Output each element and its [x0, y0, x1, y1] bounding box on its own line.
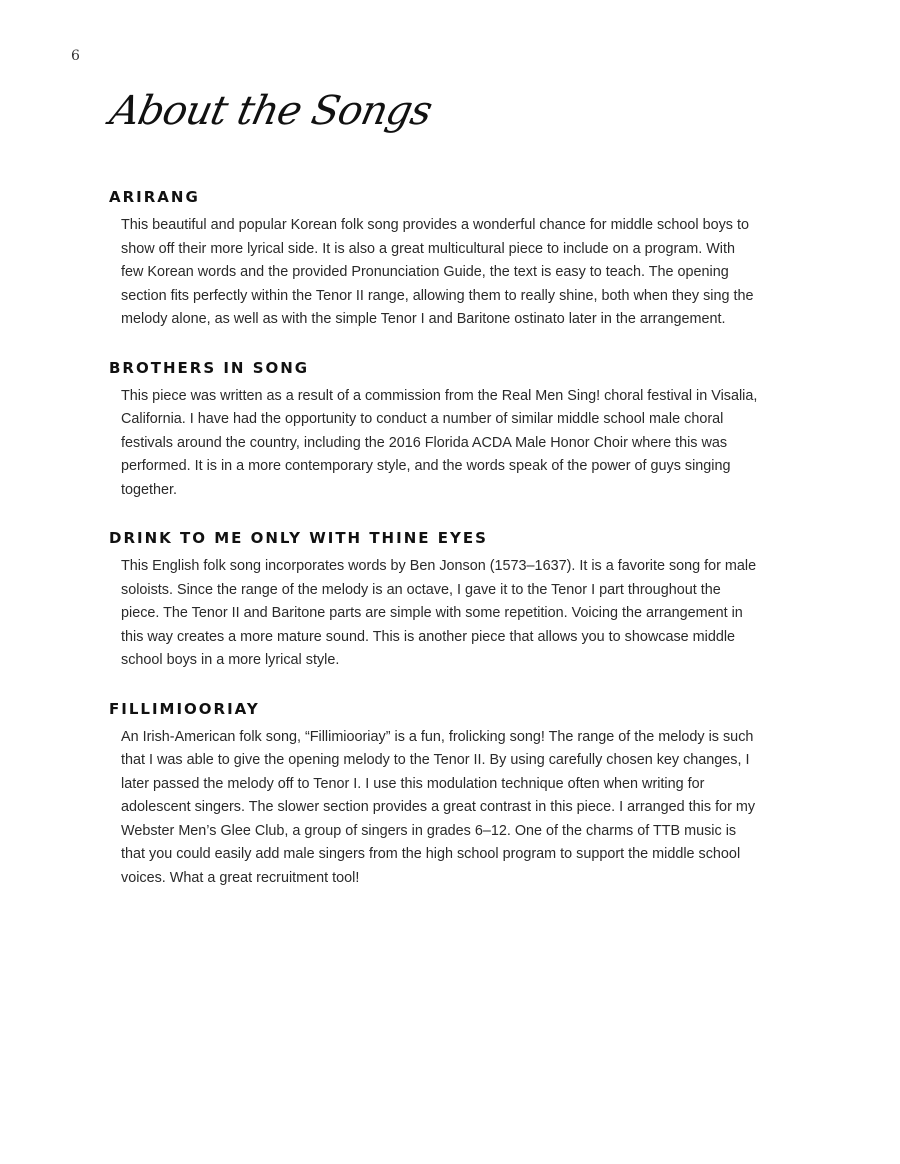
section-arirang [109, 187, 769, 332]
page-number: 6 [71, 48, 80, 64]
song-sections [109, 187, 769, 916]
section-heading: FILLIMIOORIAY [109, 699, 260, 718]
section-brothers-in-song [109, 358, 769, 503]
section-fillimiooriay [109, 699, 769, 891]
section-body: This piece was written as a result of a commission from the Real Men Sing! choral festival in Visalia, California. I have had the opportunity to conduct a number of similar middle school male choral festivals around the country, including the 2016 Florida ACDA Male Honor Choir where this was performed. It is in a more contemporary style, and the words speak of the power of guys singing together. [121, 387, 758, 498]
section-heading: ARIRANG [109, 188, 200, 206]
section-drink-to-me-only [109, 528, 769, 673]
section-heading: BROTHERS IN SONG [109, 358, 310, 377]
section-body: This English folk song incorporates words by Ben Jonson (1573–1637). It is a favorite song for male soloists. Since the range of the melody is an octave, I gave it to the Tenor I part throughout the piece. The Tenor II and Baritone parts are simple with some repetition. Voicing the arrangement in this way creates a more mature sound. This is another piece that allows you to showcase middle school boys in a more lyrical style. [121, 558, 757, 668]
section-heading: DRINK TO ME ONLY WITH THINE EYES [109, 529, 488, 547]
section-body: An Irish-American folk song, “Fillimiooriay” is a fun, frolicking song! The range of the melody is such that I was able to give the opening melody to the Tenor II. By using carefully chosen key changes, I later passed the melody off to Tenor I. I use this modulation technique often when writing for adolescent singers. The slower section provides a great contrast in this piece. I arranged this for my Webster Men’s Glee Club, a group of singers in grades 6–12. One of the charms of TTB music is that you could easily add male singers from the high school program to support the middle school voices. What a great recruitment tool! [121, 728, 756, 886]
section-body: This beautiful and popular Korean folk song provides a wonderful chance for middle school boys to show off their more lyrical side. It is also a great multicultural piece to include on a program. With few Korean words and the provided Pronunciation Guide, the text is easy to teach. The opening section fits perfectly within the Tenor II range, allowing them to really shine, both when they sing the melody alone, as well as with the simple Tenor I and Baritone ostinato later in the arrangement. [121, 217, 754, 327]
page-title: About the Songs [106, 88, 436, 134]
